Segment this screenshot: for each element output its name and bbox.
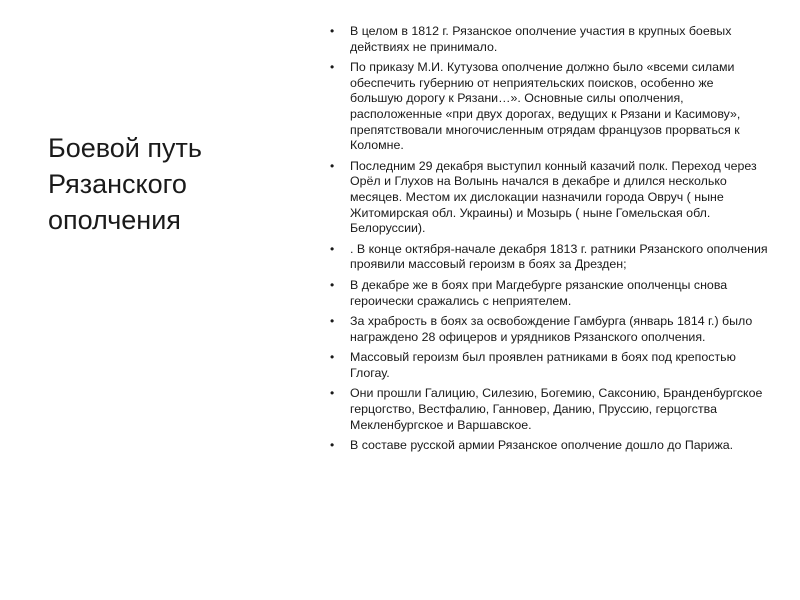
title-line: Боевой путь bbox=[48, 133, 202, 163]
bullet-icon: • bbox=[330, 438, 335, 453]
bullet-icon: • bbox=[330, 60, 335, 75]
bullet-text: В целом в 1812 г. Рязанское ополчение участия в крупных боевых действиях не принимало. bbox=[350, 24, 732, 54]
bullet-item bbox=[328, 242, 768, 273]
bullet-item bbox=[328, 350, 768, 381]
bullet-text: За храбрость в боях за освобождение Гамбурга (январь 1814 г.) было награждено 28 офицеров и урядников Рязанского ополчения. bbox=[350, 314, 753, 344]
title-line: Рязанского bbox=[48, 169, 187, 199]
bullet-text: Массовый героизм был проявлен ратниками в боях под крепостью Глогау. bbox=[350, 350, 736, 380]
bullet-text: Последним 29 декабря выступил конный казачий полк. Переход через Орёл и Глухов на Волынь начался в декабре и длился несколько месяцев. Местом их дислокации назначили города Овруч ( ныне Житомирская обл. Украины) и Мозырь ( ныне Гомельская обл. Белоруссии). bbox=[350, 158, 757, 236]
bullet-icon: • bbox=[330, 277, 335, 292]
bullet-icon: • bbox=[330, 241, 335, 256]
bullet-item bbox=[328, 24, 768, 55]
bullet-item bbox=[328, 386, 768, 433]
bullet-item bbox=[328, 438, 768, 454]
bullet-icon: • bbox=[330, 24, 335, 38]
bullet-item bbox=[328, 60, 768, 154]
bullet-icon: • bbox=[330, 386, 335, 401]
bullet-item bbox=[328, 159, 768, 237]
bullet-list bbox=[328, 24, 768, 459]
bullet-text: . В конце октября-начале декабря 1813 г. ратники Рязанского ополчения проявили массовый героизм в боях за Дрезден; bbox=[350, 241, 768, 272]
bullet-text: Они прошли Галицию, Силезию, Богемию, Саксонию, Бранденбургское герцогство, Вестфалию, Ганновер, Данию, Пруссию, герцогства Мекленбургское и Варшавское. bbox=[350, 386, 763, 432]
title-line: ополчения bbox=[48, 205, 181, 235]
slide-title bbox=[48, 130, 288, 238]
bullet-icon: • bbox=[330, 350, 335, 365]
bullet-text: В составе русской армии Рязанское ополчение дошло до Парижа. bbox=[350, 438, 734, 453]
bullet-icon: • bbox=[330, 158, 335, 173]
bullet-icon: • bbox=[330, 314, 335, 329]
bullet-item bbox=[328, 314, 768, 345]
bullet-text: В декабре же в боях при Магдебурге рязанские ополченцы снова героически сражались с неприятелем. bbox=[350, 277, 728, 308]
bullet-item bbox=[328, 278, 768, 309]
bullet-text: По приказу М.И. Кутузова ополчение должно было «всеми силами обеспечить губернию от неприятельских поисков, особенно же большую дорогу к Рязани…». Основные силы ополчения, расположенные «при двух дорогах, ведущих к Рязани и Касимову», препятствовали многочисленным отрядам французов прорваться к Коломне. bbox=[350, 60, 741, 153]
